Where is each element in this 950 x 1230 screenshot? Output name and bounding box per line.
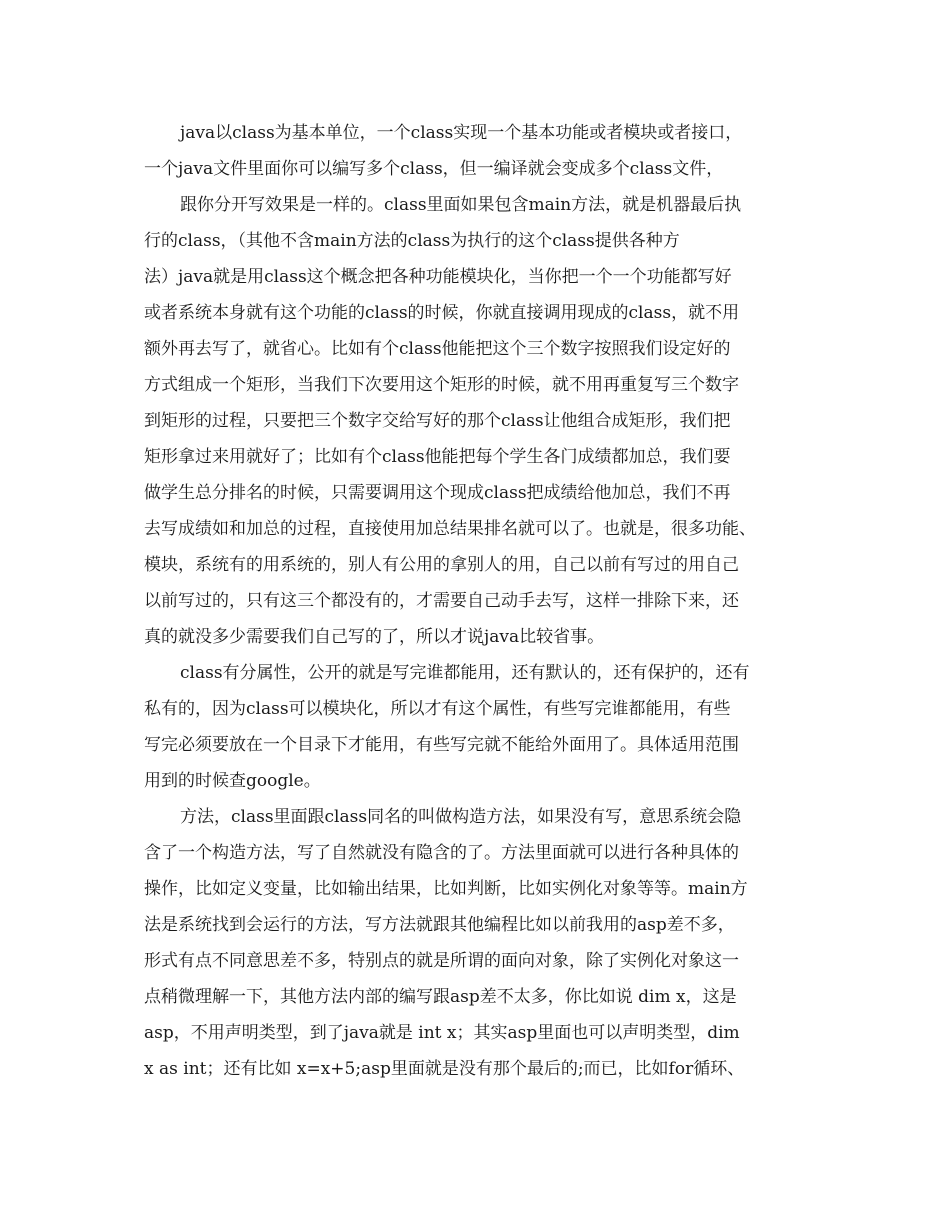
text-line: 方法，class里面跟class同名的叫做构造方法，如果没有写，意思系统会隐 bbox=[180, 807, 742, 827]
text-line: 去写成绩如和加总的过程，直接使用加总结果排名就可以了。也就是，很多功能、 bbox=[144, 519, 756, 539]
text-line: 真的就没多少需要我们自己写的了，所以才说java比较省事。 bbox=[144, 627, 605, 647]
text-line: 形式有点不同意思差不多，特别点的就是所谓的面向对象，除了实例化对象这一 bbox=[144, 951, 739, 971]
text-line: java以class为基本单位，一个class实现一个基本功能或者模块或者接口， bbox=[180, 123, 743, 143]
text-line: 行的class，（其他不含main方法的class为执行的这个class提供各种方 bbox=[144, 231, 680, 251]
text-line: 私有的，因为class可以模块化，所以才有这个属性，有些写完谁都能用，有些 bbox=[144, 699, 731, 719]
text-line: 跟你分开写效果是一样的。class里面如果包含main方法，就是机器最后执 bbox=[180, 195, 742, 215]
text-line: 操作，比如定义变量，比如输出结果，比如判断，比如实例化对象等等。main方 bbox=[144, 879, 748, 899]
text-line: 含了一个构造方法，写了自然就没有隐含的了。方法里面就可以进行各种具体的 bbox=[144, 843, 739, 863]
text-line: 一个java文件里面你可以编写多个class，但一编译就会变成多个class文件， bbox=[144, 159, 724, 179]
text-line: 写完必须要放在一个目录下才能用，有些写完就不能给外面用了。具体适用范围 bbox=[144, 735, 739, 755]
text-line: 做学生总分排名的时候，只需要调用这个现成class把成绩给他加总，我们不再 bbox=[144, 483, 731, 503]
text-line: 或者系统本身就有这个功能的class的时候，你就直接调用现成的class，就不用 bbox=[144, 303, 740, 323]
text-line: 矩形拿过来用就好了；比如有个class他能把每个学生各门成绩都加总，我们要 bbox=[144, 447, 731, 467]
text-line: 法）java就是用class这个概念把各种功能模块化，当你把一个一个功能都写好 bbox=[144, 267, 732, 287]
text-line: x as int；还有比如 x=x+5;asp里面就是没有那个最后的;而已，比如for循环、 bbox=[144, 1059, 745, 1079]
text-line: asp，不用声明类型，到了java就是 int x；其实asp里面也可以声明类型，dim bbox=[144, 1023, 740, 1043]
text-line: 模块，系统有的用系统的，别人有公用的拿别人的用，自己以前有写过的用自己 bbox=[144, 555, 739, 575]
text-line: 法是系统找到会运行的方法，写方法就跟其他编程比如以前我用的asp差不多， bbox=[144, 915, 735, 935]
text-line: 方式组成一个矩形，当我们下次要用这个矩形的时候，就不用再重复写三个数字 bbox=[144, 375, 739, 395]
text-line: class有分属性，公开的就是写完谁都能用，还有默认的，还有保护的，还有 bbox=[180, 663, 750, 683]
text-line: 点稍微理解一下，其他方法内部的编写跟asp差不太多，你比如说 dim x，这是 bbox=[144, 987, 737, 1007]
text-line: 以前写过的，只有这三个都没有的，才需要自己动手去写，这样一排除下来，还 bbox=[144, 591, 739, 611]
text-line: 额外再去写了，就省心。比如有个class他能把这个三个数字按照我们设定好的 bbox=[144, 339, 731, 359]
text-line: 到矩形的过程，只要把三个数字交给写好的那个class让他组合成矩形，我们把 bbox=[144, 411, 731, 431]
text-line: 用到的时候查google。 bbox=[144, 771, 321, 791]
